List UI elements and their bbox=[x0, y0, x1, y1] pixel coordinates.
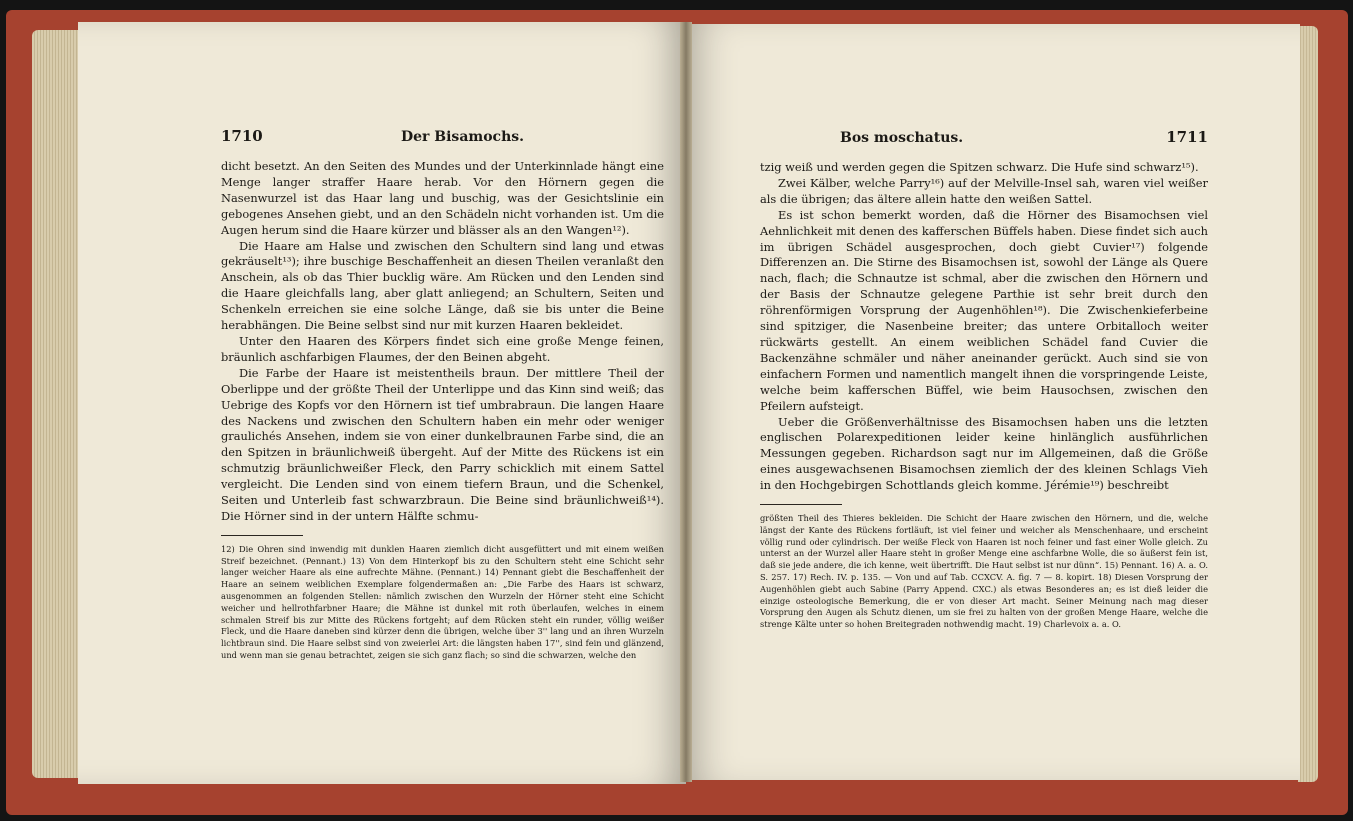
paragraph: Ueber die Größenverhältnisse des Bisamochsen haben uns die letzten englischen Polarexpeditionen leider keine hinlänglich ausführlichen Messungen gegeben. Richardson sagt nur im Allgemeinen, daß die Größe eines ausgewachsenen Bisamochsen ziemlich der des kleinen Schlags Vieh in den Hochgebirgen Schottlands gleich komme. Jérémie¹⁹) beschreibt bbox=[760, 414, 1208, 493]
right-running-head: Bos moschatus. bbox=[840, 130, 964, 146]
left-running-head: Der Bisamochs. bbox=[400, 129, 524, 145]
right-footnotes bbox=[760, 513, 1208, 631]
footnote-rule bbox=[221, 535, 303, 536]
paragraph: Die Farbe der Haare ist meistentheils braun. Der mittlere Theil der Oberlippe und der größte Theil der Unterlippe und das Kinn sind weiß; das Uebrige des Kopfs vor den Hörnern ist tief umbrabraun. Die langen Haare des Nackens und zwischen den Schultern haben ein mehr oder weniger graulichés Ansehen, indem sie von einer dunkelbraunen Farbe sind, die an den Spitzen in bräunlichweiß übergeht. Auf der Mitte des Rückens ist ein schmutzig bräunlichweißer Fleck, den Parry schicklich mit einem Sattel vergleicht. Die Lenden sind von einem tiefern Braun, und die Schenkel, Seiten und Unterleib fast schwarzbraun. Die Beine sind bräunlichweiß¹⁴). Die Hörner sind in der untern Hälfte schmu- bbox=[221, 365, 664, 523]
right-body-text bbox=[760, 160, 1208, 494]
footnote-text: 12) Die Ohren sind inwendig mit dunklen Haaren ziemlich dicht ausgefüttert und mit einem weißen Streif bezeichnet. (Pennant.) 13) Von dem Hinterkopf bis zu den Schultern steht eine Schicht sehr langer weicher Haare als eine aufrechte Mähne. (Pennant.) 14) Pennant giebt die Beschaffenheit der Haare an seinem weiblichen Exemplare folgendermaßen an: „Die Farbe des Haars ist schwarz, ausgenommen an folgenden Stellen: nämlich zwischen den Wurzeln der Hörner steht eine Schicht weicher und hellrothfarbner Haare; die Mähne ist dunkel mit roth überlaufen, welches in einem schmalen Streif bis zur Mitte des Rückens fortgeht; auf dem Rücken steht ein runder, völlig weißer Fleck, und die Haare daneben sind kürzer denn die übrigen, welche über 3'' lang und an ihren Wurzeln lichtbraun sind. Die Haare selbst sind von zweierlei Art: die längsten haben 17'', sind fein und glänzend, und wenn man sie genau betrachtet, zeigen sie sich ganz flach; so sind die schwarzen, welche den bbox=[221, 543, 664, 661]
paragraph: Unter den Haaren des Körpers findet sich eine große Menge feinen, bräunlich aschfarbigen Flaumes, der den Beinen abgeht. bbox=[221, 333, 664, 364]
right-page bbox=[686, 24, 1300, 780]
book-gutter bbox=[680, 22, 692, 782]
page-edges-right bbox=[1298, 26, 1318, 782]
left-page-header bbox=[221, 127, 664, 145]
right-page-number: 1711 bbox=[1166, 128, 1208, 146]
left-page-number: 1710 bbox=[221, 127, 263, 145]
right-page-header bbox=[760, 128, 1208, 146]
left-footnotes bbox=[221, 544, 664, 662]
left-page bbox=[78, 22, 686, 784]
paragraph: Die Haare am Halse und zwischen den Schultern sind lang und etwas gekräuselt¹³); ihre buschige Beschaffenheit an diesen Theilen veranlaßt den Anschein, als ob das Thier bucklig wäre. Am Rücken und den Lenden sind die Haare gleichfalls lang, aber glatt anliegend; an Schultern, Seiten und Schenkeln erreichen sie eine solche Länge, daß sie bis unter die Beine herabhängen. Die Beine selbst sind nur mit kurzen Haaren bekleidet. bbox=[221, 238, 664, 333]
footnote-rule bbox=[760, 504, 842, 505]
left-text-column bbox=[221, 127, 664, 662]
paragraph: tzig weiß und werden gegen die Spitzen schwarz. Die Hufe sind schwarz¹⁵). bbox=[760, 160, 1199, 174]
paragraph: Zwei Kälber, welche Parry¹⁶) auf der Melville-Insel sah, waren viel weißer als die übrigen; das ältere allein hatte den weißen Sattel. bbox=[760, 175, 1208, 206]
right-text-column bbox=[760, 128, 1208, 631]
footnote-text: größten Theil des Thieres bekleiden. Die Schicht der Haare zwischen den Hörnern, und die, welche längst der Kante des Rückens fortläuft, ist viel feiner und weicher als Menschenhaare, und erscheint völlig rund oder cylindrisch. Der weiße Fleck von Haaren ist noch feiner und fast einer Wolle gleich. Zu unterst an der Wurzel aller Haare steht in großer Menge eine aschfarbne Wolle, die so äußerst fein ist, daß sie jede andere, die ich kenne, weit übertrifft. Die Haut selbst ist nur dünn“. 15) Pennant. 16) A. a. O. S. 257. 17) Rech. IV. p. 135. — Von und auf Tab. CCXCV. A. fig. 7 — 8. kopirt. 18) Diesen Vorsprung der Augenhöhlen giebt auch Sabine (Parry Append. CXC.) als etwas Besonderes an; es ist dieß leider die einzige osteologische Bemerkung, die er von dieser Art macht. Seiner Meinung nach mag dieser Vorsprung den Augen als Schutz dienen, um sie frei zu halten von der großen Menge Haare, welche die strenge Kälte unter so hohen Breitegraden nothwendig macht. 19) Charlevoix a. a. O. bbox=[760, 513, 1208, 630]
left-body-text bbox=[221, 159, 664, 525]
paragraph: Es ist schon bemerkt worden, daß die Hörner des Bisamochsen viel Aehnlichkeit mit denen des kafferschen Büffels haben. Diese findet sich auch im übrigen Schädel ausgesprochen, doch giebt Cuvier¹⁷) folgende Differenzen an. Die Stirne des Bisamochsen ist, sowohl der Länge als Quere nach, flach; die Schnautze ist schmal, aber die zwischen den Hörnern und der Basis der Schnautze gelegene Parthie ist sehr breit durch den röhrenförmigen Vorsprung der Augenhöhlen¹⁸). Die Zwischenkieferbeine sind spitziger, die Nasenbeine breiter; das untere Orbitalloch weiter rückwärts gestellt. An einem weiblichen Schädel fand Cuvier die Backenzähne schmäler und näher aneinander gerückt. Auch sind sie von einfachern Formen und namentlich mangelt ihnen die vorspringende Leiste, welche beim kafferschen Büffel, wie beim Hausochsen, zwischen den Pfeilern aufsteigt. bbox=[760, 207, 1208, 413]
paragraph: dicht besetzt. An den Seiten des Mundes und der Unterkinnlade hängt eine Menge langer straffer Haare herab. Vor den Hörnern gegen die Nasenwurzel ist das Haar lang und buschig, was der Gesichtslinie ein gebogenes Ansehen giebt, und an den Schädeln nicht vorhanden ist. Um die Augen herum sind die Haare kürzer und blässer als an den Wangen¹²). bbox=[221, 159, 664, 237]
